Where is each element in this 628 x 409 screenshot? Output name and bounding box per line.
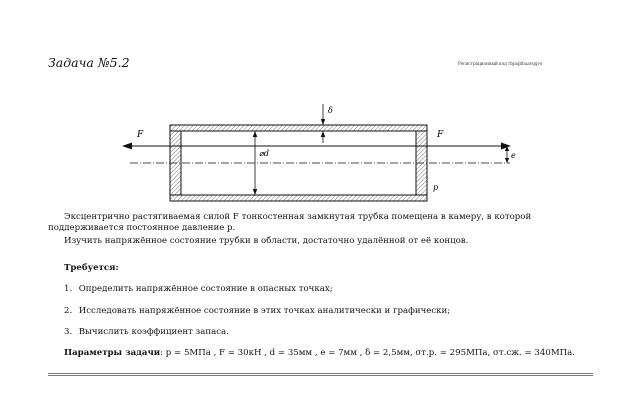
task-text: Исследовать напряжённое состояние в этих точках аналитически и графически; [78, 306, 451, 316]
tube-bottom-wall [170, 195, 427, 201]
task-item-2 [64, 306, 584, 317]
force-left-arrowhead [122, 143, 132, 150]
label-F-left: F [137, 130, 144, 140]
label-delta: δ [328, 106, 333, 115]
problem-title: Задача №5.2 [48, 55, 130, 70]
parameters-values: : p = 5МПа , F = 30кН , d = 35мм , e = 7мм , δ = 2,5мм, σт.р. = 295МПа, σт.сж. = 340МПа. [160, 348, 575, 358]
task-number: 1. [64, 284, 73, 294]
delta-arrow-top [321, 119, 325, 125]
task-text: Вычислить коэффициент запаса. [78, 327, 229, 337]
registration-code: Регистрационный код rbjaqbbaavqqvo [458, 61, 543, 66]
tube-top-wall [170, 125, 427, 131]
required-heading: Требуется: [64, 263, 119, 273]
diameter-arrow-bottom [253, 189, 257, 195]
diameter-arrow-top [253, 131, 257, 137]
task-item-1 [64, 284, 584, 295]
task-number: 3. [64, 327, 73, 337]
task-text: Определить напряжённое состояние в опасных точках; [78, 284, 333, 294]
label-e: e [511, 151, 516, 160]
problem-parameters [48, 348, 596, 359]
task-number: 2. [64, 306, 73, 316]
problem-paragraph-1: Эксцентрично растягиваемая силой F тонкостенная замкнутая трубка помещена в камеру, в которой поддерживается постоянное давление p. [48, 212, 532, 234]
bottom-rule-second [48, 375, 593, 376]
problem-paragraph-2: Изучить напряжённое состояние трубки в области, достаточно удалённой от её концов. [64, 236, 469, 246]
delta-arrow-bottom [321, 131, 325, 137]
e-arrow-bottom [505, 158, 509, 163]
bottom-rule [48, 373, 593, 374]
task-item-3 [64, 327, 584, 338]
label-F-right: F [437, 130, 444, 140]
label-diameter: ⌀d [259, 149, 269, 158]
label-pressure: p [433, 183, 439, 192]
parameters-label: Параметры задачи [64, 348, 161, 358]
